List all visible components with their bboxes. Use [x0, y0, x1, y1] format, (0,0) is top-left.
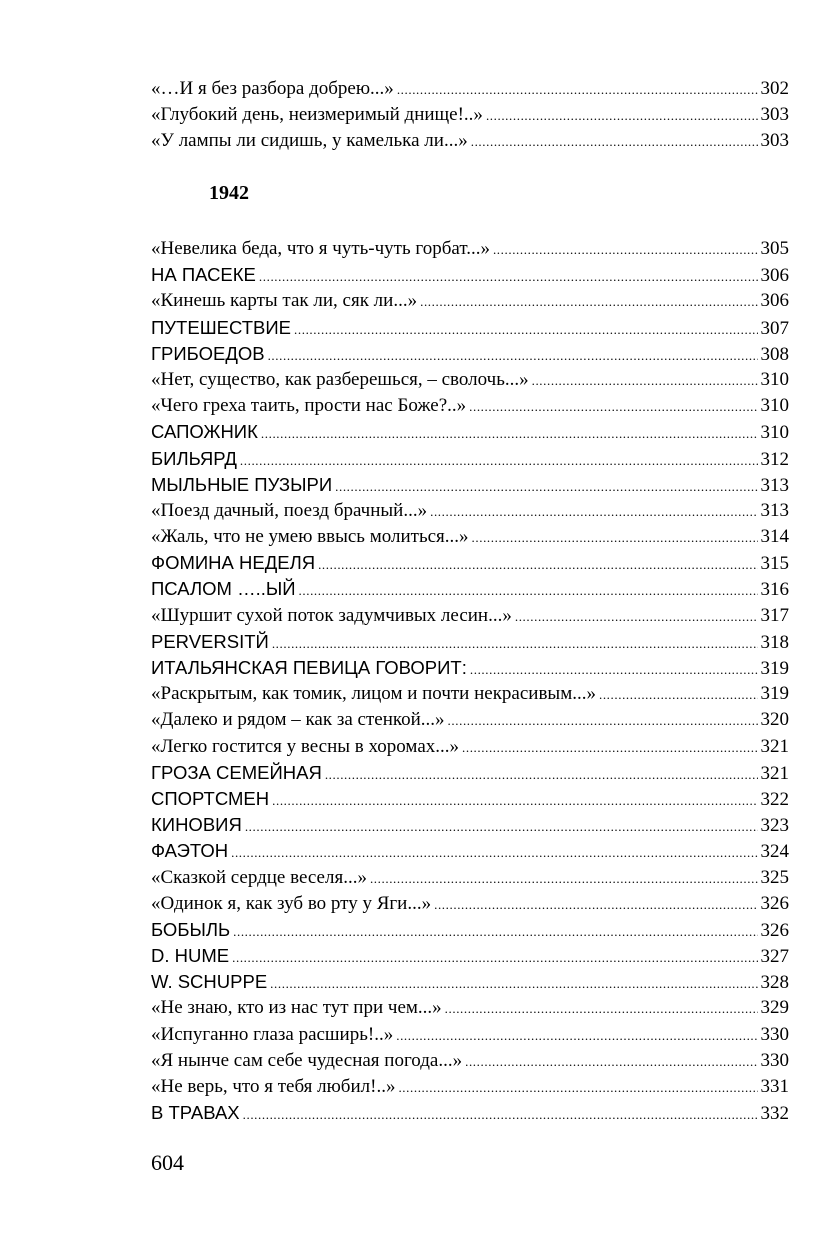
dot-leader [270, 971, 757, 997]
dot-leader [515, 604, 758, 630]
toc-entry-page: 332 [760, 1103, 789, 1125]
toc-entry [151, 288, 789, 314]
toc-entry [151, 550, 789, 576]
toc-entry [151, 102, 789, 128]
dot-leader [462, 735, 758, 761]
toc-entry [151, 472, 789, 498]
toc-entry [151, 603, 789, 629]
dot-leader [233, 919, 757, 945]
toc-entry-page: 323 [760, 815, 789, 837]
toc-entry [151, 655, 789, 681]
toc-entry-title: «Шуршит сухой поток задумчивых лесин...» [151, 604, 512, 626]
dot-leader [420, 289, 757, 315]
toc-entry-page: 326 [760, 919, 789, 941]
toc-entry [151, 760, 789, 786]
toc-entry-title: D. HUME [151, 945, 230, 967]
toc-entry [151, 838, 789, 864]
toc-entry-page: 303 [760, 104, 789, 126]
toc-entry [151, 917, 789, 943]
toc-entry-title: «Я нынче сам себе чудесная погода...» [151, 1049, 463, 1071]
toc-entry-title: ГРИБОЕДОВ [151, 342, 265, 364]
toc-entry-page: 320 [760, 709, 789, 731]
toc-1942-section [151, 236, 789, 1126]
toc-entry-title: «Поезд дачный, поезд брачный...» [151, 499, 428, 521]
toc-entry-title: «Далеко и рядом – как за стенкой...» [151, 709, 445, 731]
dot-leader [240, 448, 758, 474]
dot-leader [231, 840, 757, 866]
dot-leader [318, 552, 757, 578]
dot-leader [486, 103, 758, 129]
dot-leader [325, 762, 758, 788]
toc-entry [151, 576, 789, 602]
dot-leader [465, 1049, 757, 1075]
toc-entry-title: МЫЛЬНЫЕ ПУЗЫРИ [151, 473, 333, 495]
toc-entry-page: 307 [760, 317, 789, 339]
page-number: 604 [151, 1150, 184, 1175]
toc-entry-page: 330 [760, 1049, 789, 1071]
toc-entry [151, 367, 789, 393]
year-heading: 1942 [209, 182, 249, 204]
toc-entry-page: 322 [760, 788, 789, 810]
toc-entry [151, 1074, 789, 1100]
dot-leader [261, 421, 758, 447]
toc-entry [151, 943, 789, 969]
toc-entry-page: 316 [760, 579, 789, 601]
dot-leader [493, 237, 758, 263]
toc-entry-page: 328 [760, 972, 789, 994]
toc-entry [151, 236, 789, 262]
toc-entry-page: 325 [760, 866, 789, 888]
toc-entry-title: «Кинешь карты так ли, сяк ли...» [151, 290, 418, 312]
toc-entry-title: «Испуганно глаза расширь!..» [151, 1023, 394, 1045]
toc-entry-page: 321 [760, 762, 789, 784]
dot-leader [599, 682, 758, 708]
toc-entry [151, 315, 789, 341]
toc-entry-title: ФОМИНА НЕДЕЛЯ [151, 552, 316, 574]
toc-entry-page: 317 [760, 604, 789, 626]
toc-entry [151, 128, 789, 154]
toc-entry-page: 306 [760, 265, 789, 287]
toc-entry-title: «…И я без разбора добрею...» [151, 78, 394, 99]
dot-leader [472, 525, 758, 551]
toc-entry [151, 498, 789, 524]
toc-entry-title: «Легко гостится у весны в хоромах...» [151, 735, 459, 757]
toc-entry [151, 969, 789, 995]
dot-leader [398, 1075, 757, 1101]
dot-leader [434, 892, 757, 918]
toc-entry [151, 76, 789, 102]
toc-entry-title: «У лампы ли сидишь, у камелька ли...» [151, 130, 468, 152]
dot-leader [294, 317, 757, 343]
toc-entry [151, 891, 789, 917]
toc-entry-title: «Одинок я, как зуб во рту у Яги...» [151, 892, 432, 914]
toc-entry-title: ПСАЛОМ …..ЫЙ [151, 578, 296, 600]
dot-leader [232, 945, 757, 971]
toc-entry-title: БИЛЬЯРД [151, 447, 237, 469]
toc-entry [151, 1048, 789, 1074]
toc-entry-title: В ТРАВАХ [151, 1102, 240, 1124]
toc-entry [151, 393, 789, 419]
dot-leader [299, 578, 758, 604]
toc-entry-title: «Не верь, что я тебя любил!..» [151, 1076, 396, 1097]
dot-leader [272, 631, 758, 657]
toc-entry-title: PERVERSITЙ [151, 630, 269, 652]
toc-entry [151, 341, 789, 367]
dot-leader [469, 394, 757, 420]
toc-entry [151, 419, 789, 445]
dot-leader [396, 1023, 757, 1049]
dot-leader [471, 129, 758, 155]
toc-entry-page: 326 [760, 892, 789, 914]
toc-entry [151, 995, 789, 1021]
toc-entry-page: 312 [760, 448, 789, 470]
toc-entry-page: 303 [760, 130, 789, 152]
toc-entry [151, 707, 789, 733]
toc-entry-page: 313 [760, 499, 789, 521]
toc-entry-title: НА ПАСЕКЕ [151, 264, 256, 286]
toc-entry-title: «Глубокий день, неизмеримый днище!..» [151, 104, 483, 126]
toc-entry-page: 306 [760, 290, 789, 312]
dot-leader [245, 814, 758, 840]
toc-entry [151, 1022, 789, 1048]
toc-entry-page: 327 [760, 946, 789, 968]
dot-leader [268, 343, 758, 369]
toc-entry-title: ПУТЕШЕСТВИЕ [151, 316, 292, 338]
toc-entry-page: 331 [760, 1076, 789, 1097]
toc-entry-page: 313 [760, 474, 789, 496]
toc-entry-title: «Жаль, что не умею ввысь молиться...» [151, 526, 469, 548]
toc-entry-title: «Сказкой сердце веселя...» [151, 866, 367, 888]
toc-entry-title: «Нет, существо, как разберешься, – сволочь...» [151, 368, 529, 390]
toc-entry-title: ГРОЗА СЕМЕЙНАЯ [151, 761, 322, 783]
toc-entry [151, 1100, 789, 1126]
toc-entry-page: 321 [760, 735, 789, 757]
toc-entry-title: W. SCHUPPE [151, 971, 268, 993]
dot-leader [272, 788, 757, 814]
toc-entry-title: ИТАЛЬЯНСКАЯ ПЕВИЦА ГОВОРИТ: [151, 657, 467, 678]
toc-entry-title: САПОЖНИК [151, 421, 258, 443]
toc-entry [151, 681, 789, 707]
dot-leader [259, 264, 758, 290]
toc-entry [151, 734, 789, 760]
toc-entry [151, 629, 789, 655]
toc-entry-title: ФАЭТОН [151, 840, 229, 862]
toc-previous-section [151, 76, 789, 155]
dot-leader [470, 657, 758, 683]
dot-leader [430, 499, 757, 525]
toc-entry [151, 446, 789, 472]
toc-entry-page: 305 [760, 238, 789, 259]
dot-leader [397, 77, 758, 103]
toc-entry [151, 262, 789, 288]
toc-entry-title: СПОРТСМЕН [151, 787, 270, 809]
toc-entry-page: 302 [760, 78, 789, 99]
toc-entry-title: «Раскрытым, как томик, лицом и почти некрасивым...» [151, 683, 596, 705]
toc-entry-page: 319 [760, 683, 789, 705]
toc-entry-page: 330 [760, 1023, 789, 1045]
toc-entry-page: 310 [760, 368, 789, 390]
dot-leader [532, 368, 758, 394]
toc-entry [151, 524, 789, 550]
dot-leader [445, 996, 758, 1022]
toc-entry-page: 329 [760, 997, 789, 1019]
toc-entry-page: 324 [760, 841, 789, 863]
toc-entry-title: «Чего греха таить, прости нас Боже?..» [151, 395, 467, 417]
toc-entry-page: 315 [760, 553, 789, 575]
dot-leader [335, 474, 757, 500]
toc-entry-page: 308 [760, 343, 789, 365]
toc-entry-page: 310 [760, 395, 789, 417]
toc-entry-page: 314 [760, 526, 789, 548]
toc-entry-page: 310 [760, 422, 789, 444]
dot-leader [370, 866, 758, 892]
dot-leader [243, 1102, 758, 1128]
toc-entry [151, 786, 789, 812]
toc-entry-title: «Невелика беда, что я чуть-чуть горбат...» [151, 238, 490, 259]
toc-entry-page: 318 [760, 631, 789, 653]
toc-entry-title: «Не знаю, кто из нас тут при чем...» [151, 997, 442, 1019]
toc-entry [151, 865, 789, 891]
toc-entry [151, 812, 789, 838]
toc-entry-page: 319 [760, 658, 789, 679]
toc-entry-title: БОБЫЛЬ [151, 918, 231, 940]
dot-leader [448, 708, 758, 734]
toc-entry-title: КИНОВИЯ [151, 814, 242, 836]
